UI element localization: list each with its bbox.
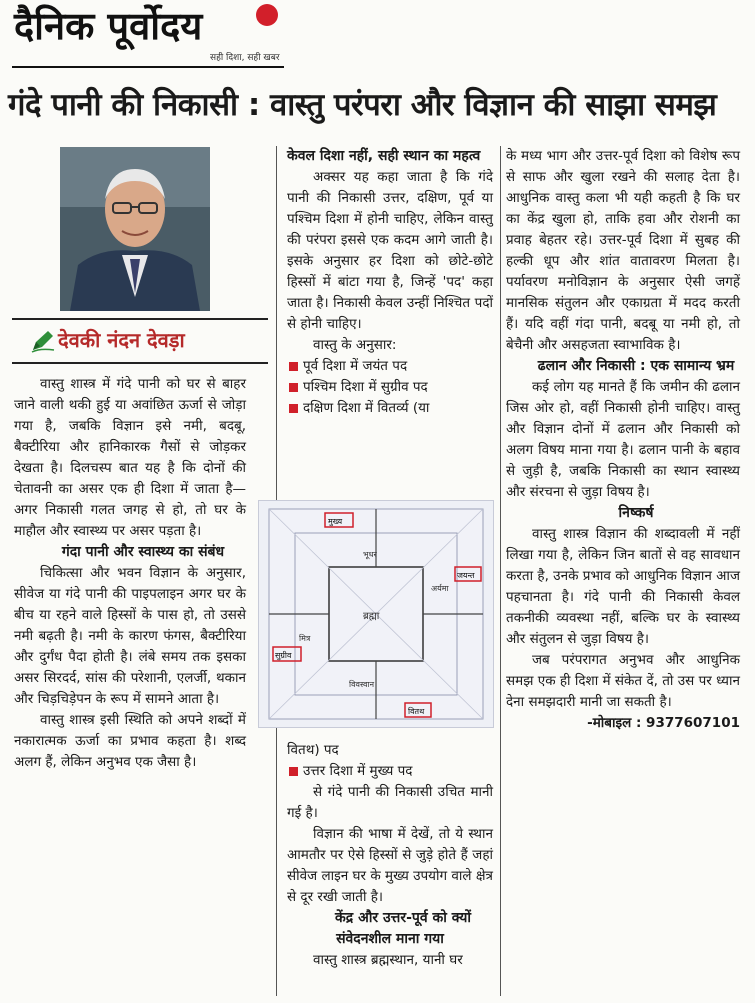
- vastu-purush-mandala-diagram: [258, 500, 494, 728]
- paragraph: कई लोग यह मानते हैं कि जमीन की ढलान जिस ओर हो, वहीं निकासी होनी चाहिए। वास्तु और विज्ञान दोनों में ढलान और निकासी को अलग विषय माना गया है। ढलान पानी के बहाव से जुड़ी है, जबकि निकासी का स्थान स्वास्थ्य और संरचना से जुड़ा विषय है।: [506, 379, 740, 500]
- paragraph: वास्तु शास्त्र विज्ञान की शब्दावली में नहीं लिखा गया है, लेकिन जिन बातों से वह सावधान करता है, उनके प्रभाव को आधुनिक विज्ञान आज पहचानता है। गंदे पानी की निकासी केवल तकनीकी व्यवस्था नहीं, बल्कि घर के स्वास्थ्य और संतुलन से जुड़ा विषय है।: [506, 526, 740, 647]
- pen-icon: [30, 328, 56, 354]
- list-item: दक्षिण दिशा में वितर्व्य (या: [287, 398, 493, 419]
- diagram-label-vivasvan: विवस्वान: [349, 680, 375, 689]
- paragraph: चिकित्सा और भवन विज्ञान के अनुसार, सीवेज या गंदे पानी की पाइपलाइन अगर घर के बीच या रहने वाले हिस्सों के पास हो, तो उससे नमी बढ़ती है। नमी के कारण फंगस, बैक्टीरिया और दुर्गंध पैदा होती है। लंबे समय तक इसका असर सिरदर्द, सांस की परेशानी, एलर्जी, थकान और चिड़चिड़ेपन के रूप में सामने आता है।: [14, 565, 246, 707]
- diagram-label-mukhya: मुख्य: [328, 517, 343, 526]
- list-item: उत्तर दिशा में मुख्य पद: [287, 761, 493, 782]
- diagram-label-mitra: मित्र: [299, 634, 311, 643]
- article-headline: गंदे पानी की निकासी : वास्तु परंपरा और विज्ञान की साझा समझ: [8, 87, 717, 123]
- diagram-label-bhudhar: भूधर: [363, 550, 377, 559]
- diagram-label-sugriv: सुग्रीव: [275, 651, 292, 660]
- masthead-tagline: सही दिशा, सही खबर: [210, 53, 280, 63]
- paragraph: जब परंपरागत अनुभव और आधुनिक समझ एक ही दिशा में संकेत दें, तो उस पर ध्यान देना समझदारी मानी जा सकती है।: [506, 652, 740, 710]
- paragraph: से गंदे पानी की निकासी उचित मानी गई है।: [287, 784, 493, 821]
- list-item-continuation: वितथ) पद: [287, 742, 339, 758]
- paragraph: विज्ञान की भाषा में देखें, तो ये स्थान आमतौर पर ऐसे हिस्सों से जुड़े होते हैं जहां सीवेज लाइन घर के मुख्य उपयोग वाले क्षेत्र से दूर रखी जाती है।: [287, 826, 493, 905]
- masthead-title: दैनिक पूर्वोदय: [14, 4, 203, 48]
- diagram-label-aryama: अर्यमा: [431, 584, 449, 593]
- author-name: देवकी नंदन देवड़ा: [58, 328, 185, 352]
- article-column-3: [506, 146, 740, 734]
- list-item: पूर्व दिशा में जयंत पद: [287, 356, 493, 377]
- subheading: केवल दिशा नहीं, सही स्थान का महत्व: [287, 148, 481, 164]
- paragraph: वास्तु शास्त्र इसी स्थिति को अपने शब्दों में नकारात्मक ऊर्जा का प्रभाव कहता है। शब्द अलग हैं, लेकिन अनुभव एक जैसा है।: [14, 712, 246, 770]
- paragraph: अक्सर यह कहा जाता है कि गंदे पानी की निकासी उत्तर, दक्षिण, पूर्व या पश्चिम दिशा में होनी चाहिए, लेकिन वास्तु की परंपरा इससे एक कदम आगे जाती है। इसके अनुसार हर दिशा को छोटे-छोटे हिस्सों में बांटा गया है, जिन्हें 'पद' कहा जाता है। निकासी केवल उन्हीं निश्चित पदों से होनी चाहिए।: [287, 169, 493, 332]
- diagram-label-center: ब्रह्मा: [363, 611, 380, 622]
- author-mobile: -मोबाइल : 9377607101: [587, 715, 740, 731]
- subheading: निष्कर्ष: [618, 505, 654, 521]
- article-column-2-continued: [287, 740, 493, 971]
- paragraph: वास्तु शास्त्र ब्रह्मस्थान, यानी घर: [313, 952, 463, 968]
- list-intro: वास्तु के अनुसार:: [313, 337, 397, 353]
- article-column-2: [287, 146, 493, 419]
- column-divider-2: [500, 146, 501, 996]
- diagram-label-jayant: जयन्त: [457, 571, 475, 580]
- subheading: केंद्र और उत्तर-पूर्व को क्यों संवेदनशील माना गया: [335, 910, 471, 947]
- article-column-1: [14, 374, 246, 773]
- diagram-label-vitath: वितथ: [408, 707, 425, 716]
- subheading: गंदा पानी और स्वास्थ्य का संबंध: [61, 544, 225, 560]
- paragraph: वास्तु शास्त्र में गंदे पानी को घर से बाहर जाने वाली थकी हुई या अवांछित ऊर्जा से जोड़ा गया है, जबकि विज्ञान इसे नमी, बदबू, बैक्टीरिया और हानिकारक गैसों से जोड़कर देखता है। दिलचस्प बात यह है कि दोनों की चेतावनी का असर एक ही दिशा में जाता है—अगर निकासी गलत जगह से हो, तो घर के माहौल और स्वास्थ्य पर असर पड़ता है।: [14, 376, 246, 539]
- author-portrait-image: [60, 147, 210, 311]
- subheading: ढलान और निकासी : एक सामान्य भ्रम: [537, 358, 735, 374]
- author-photo: [60, 147, 210, 311]
- list-item: पश्चिम दिशा में सुग्रीव पद: [287, 377, 493, 398]
- masthead-logo-dot: [256, 4, 278, 26]
- paragraph: के मध्य भाग और उत्तर-पूर्व दिशा को विशेष रूप से साफ और खुला रखने की सलाह देता है। आधुनिक वास्तु कला भी यही कहती है कि घर का केंद्र खुला हो, ताकि हवा और रोशनी का प्रवाह बेहतर रहे। उत्तर-पूर्व दिशा में सुबह की हल्की धूप और शांत वातावरण मिलता है। पर्यावरण मनोविज्ञान के अनुसार ऐसी जगहें मानसिक संतुलन और एकाग्रता में मदद करती हैं। यदि वहीं गंदा पानी, बदबू या नमी हो, तो बेचैनी और असहजता स्वाभाविक है।: [506, 148, 740, 353]
- masthead-rule: [12, 66, 284, 68]
